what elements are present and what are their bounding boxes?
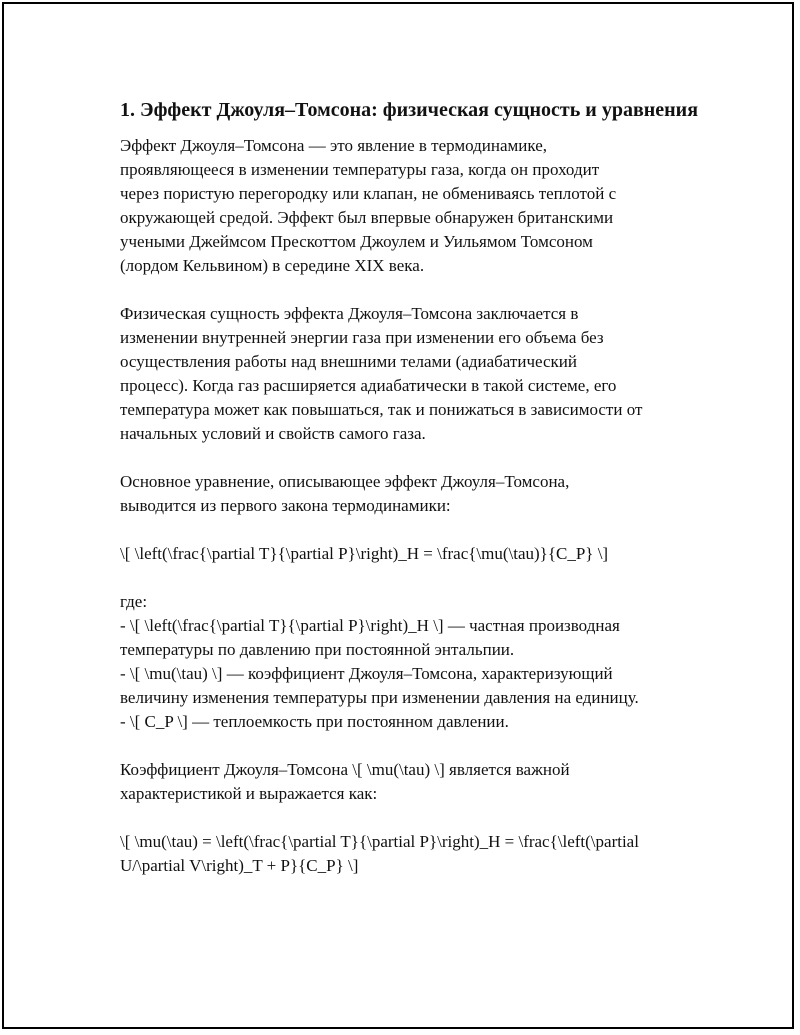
text-line: (лордом Кельвином) в середине XIX века.	[120, 256, 425, 275]
text-line: Основное уравнение, описывающее эффект Джоуля–Томсона,	[120, 472, 570, 491]
text-line: \[ \mu(\tau) = \left(\frac{\partial T}{\partial P}\right)_H = \frac{\left(\partial	[120, 832, 639, 851]
text-line: процесс). Когда газ расширяется адиабатически в такой системе, его	[120, 376, 617, 395]
text-line: характеристикой и выражается как:	[120, 784, 378, 803]
paragraph	[120, 758, 700, 806]
paragraph-list	[120, 134, 700, 878]
text-line: где:	[120, 592, 148, 611]
text-line: величину изменения температуры при изменении давления на единицу.	[120, 688, 639, 707]
text-line: \[ \left(\frac{\partial T}{\partial P}\right)_H = \frac{\mu(\tau)}{C_P} \]	[120, 544, 609, 563]
section-title: 1. Эффект Джоуля–Томсона: физическая сущность и уравнения	[120, 99, 699, 121]
paragraph	[120, 542, 700, 566]
text-line: проявляющееся в изменении температуры газа, когда он проходит	[120, 160, 600, 179]
text-line: окружающей средой. Эффект был впервые обнаружен британскими	[120, 208, 614, 227]
text-line: изменении внутренней энергии газа при изменении его объема без	[120, 328, 604, 347]
text-line: - \[ \mu(\tau) \] — коэффициент Джоуля–Томсона, характеризующий	[120, 664, 613, 683]
text-line: начальных условий и свойств самого газа.	[120, 424, 426, 443]
paragraph	[120, 302, 700, 446]
text-line: Коэффициент Джоуля–Томсона \[ \mu(\tau) \] является важной	[120, 760, 570, 779]
text-line: Физическая сущность эффекта Джоуля–Томсона заключается в	[120, 304, 579, 323]
document-content	[120, 96, 700, 902]
text-line: через пористую перегородку или клапан, не обмениваясь теплотой с	[120, 184, 617, 203]
paragraph	[120, 470, 700, 518]
text-line: учеными Джеймсом Прескоттом Джоулем и Уильямом Томсоном	[120, 232, 593, 251]
paragraph	[120, 830, 700, 878]
text-line: - \[ \left(\frac{\partial T}{\partial P}\right)_H \] — частная производная	[120, 616, 620, 635]
text-line: температура может как повышаться, так и понижаться в зависимости от	[120, 400, 643, 419]
text-line: - \[ C_P \] — теплоемкость при постоянном давлении.	[120, 712, 509, 731]
paragraph	[120, 134, 700, 278]
text-line: U/\partial V\right)_T + P}{C_P} \]	[120, 856, 359, 875]
text-line: температуры по давлению при постоянной энтальпии.	[120, 640, 515, 659]
text-line: Эффект Джоуля–Томсона — это явление в термодинамике,	[120, 136, 548, 155]
text-line: выводится из первого закона термодинамики:	[120, 496, 451, 515]
paragraph	[120, 590, 700, 734]
document-page	[2, 2, 794, 1029]
text-line: осуществления работы над внешними телами (адиабатический	[120, 352, 577, 371]
